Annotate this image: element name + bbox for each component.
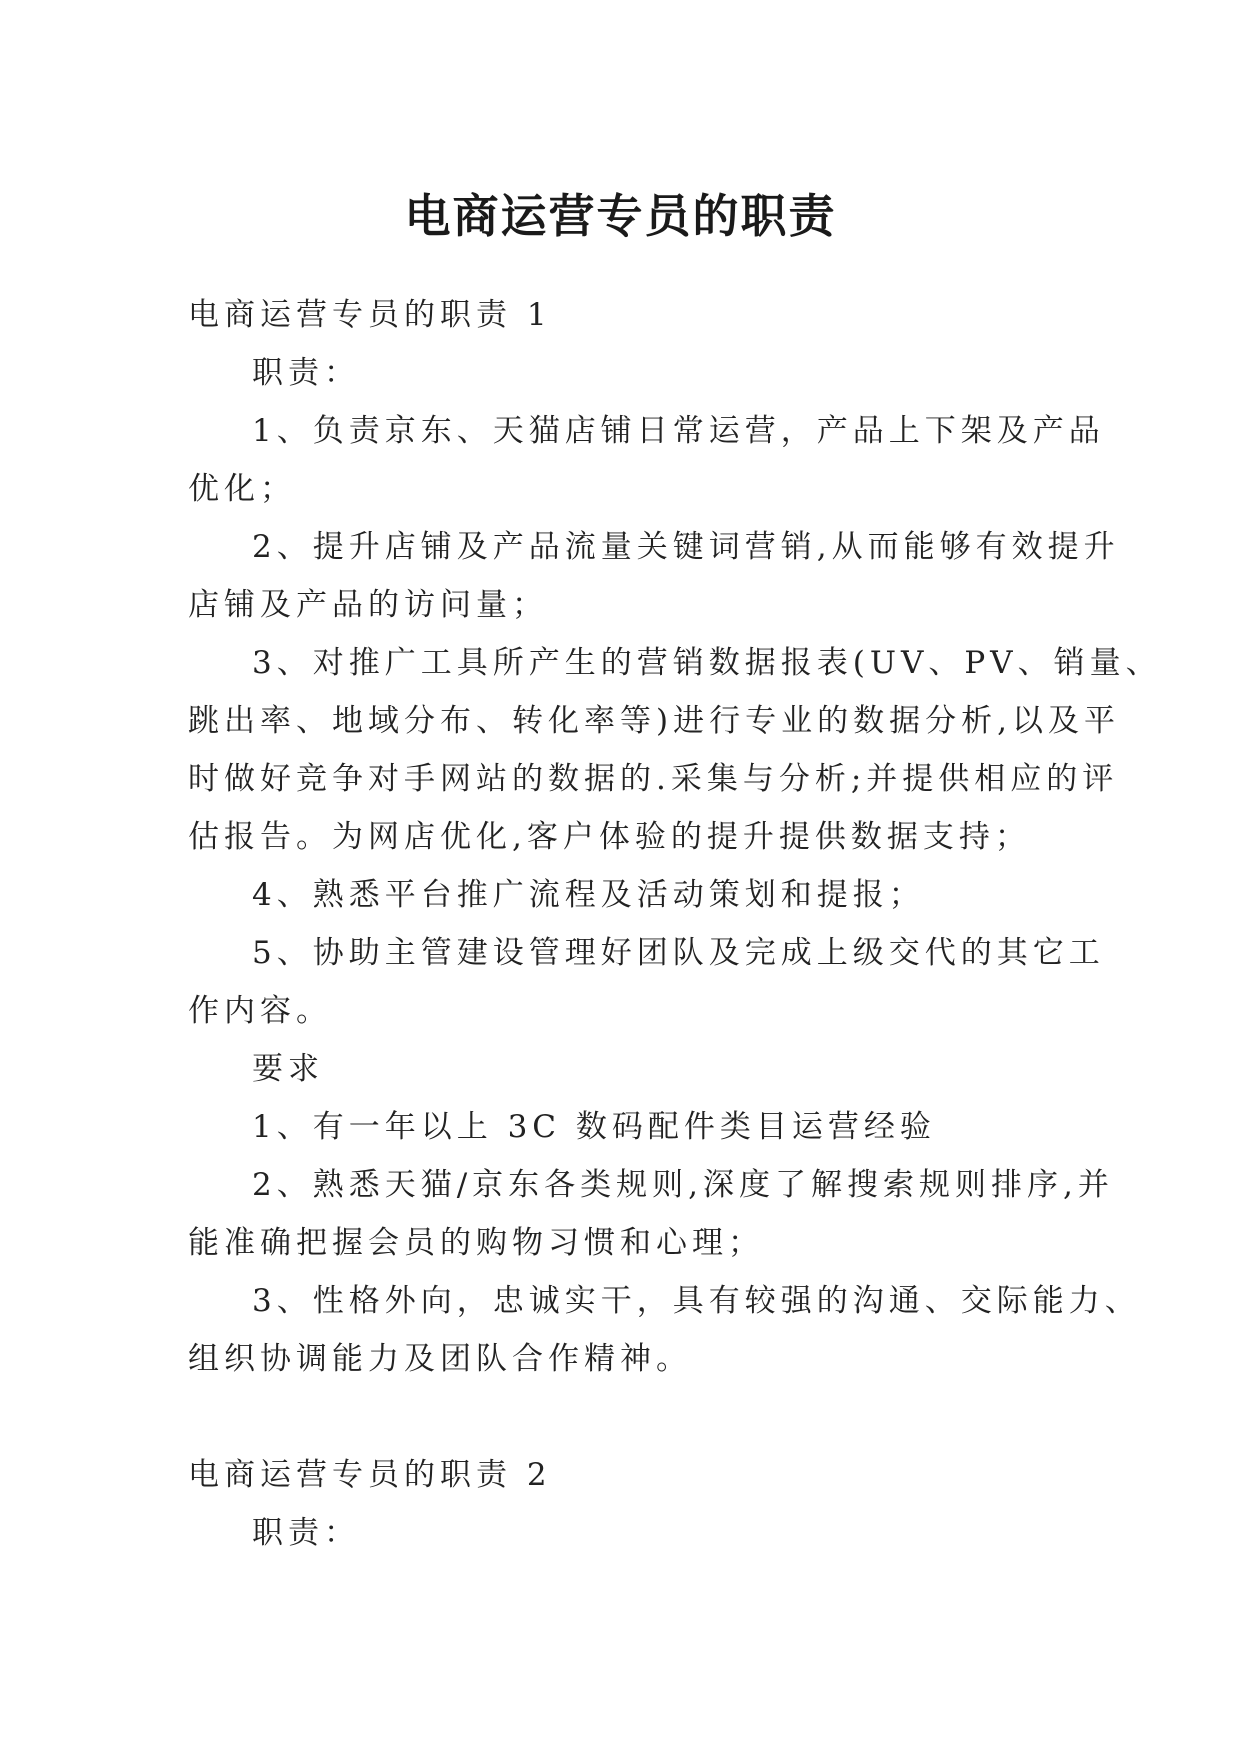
duty-item-3-cont: 时做好竞争对手网站的数据的.采集与分析;并提供相应的评 (188, 761, 1119, 797)
duty-item-1: 1、负责京东、天猫店铺日常运营，产品上下架及产品 (252, 413, 1105, 449)
requirement-label: 要求 (252, 1051, 324, 1087)
duty-label-2: 职责： (252, 1515, 360, 1551)
requirement-item-3: 3、性格外向，忠诚实干，具有较强的沟通、交际能力、 (252, 1283, 1141, 1319)
duty-label: 职责： (252, 355, 360, 391)
section-heading-1: 电商运营专员的职责 1 (188, 297, 552, 333)
requirement-item-2-cont: 能准确把握会员的购物习惯和心理； (188, 1225, 764, 1261)
requirement-item-3-cont: 组织协调能力及团队合作精神。 (188, 1341, 692, 1377)
section-heading-2: 电商运营专员的职责 2 (188, 1457, 552, 1493)
requirement-item-1: 1、有一年以上 3C 数码配件类目运营经验 (252, 1109, 936, 1145)
duty-item-5-cont: 作内容。 (188, 993, 332, 1029)
requirement-item-2: 2、熟悉天猫/京东各类规则,深度了解搜索规则排序,并 (252, 1167, 1114, 1203)
duty-item-1-cont: 优化； (188, 471, 296, 507)
document-title: 电商运营专员的职责 (404, 188, 837, 243)
section-spacer (188, 1388, 1068, 1446)
duty-item-2-cont: 店铺及产品的访问量； (188, 587, 548, 623)
duty-item-2: 2、提升店铺及产品流量关键词营销,从而能够有效提升 (252, 529, 1120, 565)
duty-item-3-cont: 估报告。为网店优化,客户体验的提升提供数据支持； (188, 819, 1031, 855)
document-body (188, 286, 1162, 1562)
duty-item-3: 3、对推广工具所产生的营销数据报表(UV、PV、销量、 (252, 645, 1162, 681)
duty-item-3-cont: 跳出率、地域分布、转化率等)进行专业的数据分析,以及平 (188, 703, 1120, 739)
duty-item-5: 5、协助主管建设管理好团队及完成上级交代的其它工 (252, 935, 1105, 971)
duty-item-4: 4、熟悉平台推广流程及活动策划和提报； (252, 877, 925, 913)
